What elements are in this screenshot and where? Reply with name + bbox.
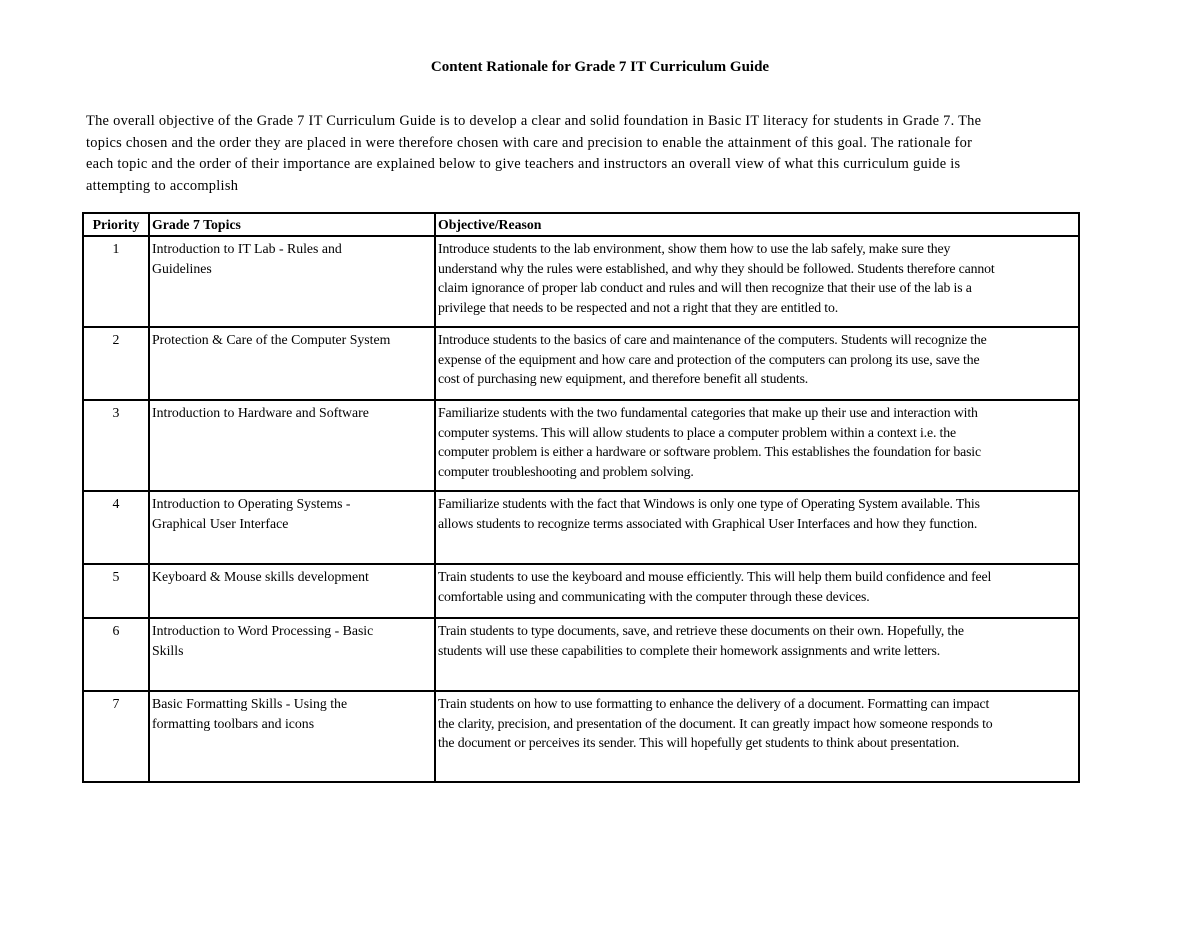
intro-line: The overall objective of the Grade 7 IT Curriculum Guide is to develop a clear and solid foundation in Basic IT literacy for students in Grade 7. The bbox=[86, 113, 982, 129]
intro-line: attempting to accomplish bbox=[86, 178, 239, 194]
topic-line: Introduction to Word Processing - Basic bbox=[152, 623, 374, 638]
table-row bbox=[83, 491, 1079, 564]
objective-line: claim ignorance of proper lab conduct and rules and will then recognize that their use of the lab is a bbox=[438, 280, 972, 295]
objective-line: Train students on how to use formatting to enhance the delivery of a document. Formatting can impact bbox=[438, 696, 990, 711]
objective-line: cost of purchasing new equipment, and therefore benefit all students. bbox=[438, 371, 809, 386]
topic-cell bbox=[149, 400, 435, 491]
objective-line: computer troubleshooting and problem solving. bbox=[438, 463, 694, 479]
topic-line: Basic Formatting Skills - Using the bbox=[152, 696, 348, 711]
intro-line: topics chosen and the order they are placed in were therefore chosen with care and precision to enable the attainment of this goal. The rationale for bbox=[86, 134, 973, 151]
header-topic: Grade 7 Topics bbox=[149, 213, 435, 236]
objective-cell bbox=[435, 327, 1079, 400]
rationale-table bbox=[82, 212, 1080, 783]
objective-line: allows students to recognize terms associated with Graphical User Interfaces and how they function. bbox=[438, 515, 978, 531]
topic-line: Introduction to Operating Systems - bbox=[152, 496, 351, 511]
topic-cell bbox=[149, 564, 435, 618]
objective-line: Introduce students to the lab environment, show them how to use the lab safely, make sure they bbox=[438, 241, 951, 256]
table-row bbox=[83, 236, 1079, 327]
objective-cell bbox=[435, 618, 1079, 691]
header-priority: Priority bbox=[83, 213, 149, 236]
topic-line: formatting toolbars and icons bbox=[152, 715, 315, 731]
objective-line: computer systems. This will allow students to place a computer problem within a context i.e. the bbox=[438, 424, 956, 440]
intro-paragraph bbox=[86, 111, 1086, 194]
topic-cell bbox=[149, 236, 435, 327]
objective-cell bbox=[435, 691, 1079, 782]
topic-line: Graphical User Interface bbox=[152, 515, 289, 531]
page-title: Content Rationale for Grade 7 IT Curriculum Guide bbox=[430, 59, 770, 75]
priority-cell: 5 bbox=[83, 564, 149, 618]
topic-line: Guidelines bbox=[152, 260, 212, 276]
objective-line: Introduce students to the basics of care and maintenance of the computers. Students will recognize the bbox=[438, 332, 987, 347]
topic-cell bbox=[149, 491, 435, 564]
table-row bbox=[83, 564, 1079, 618]
objective-line: privilege that needs to be respected and not a right that they are entitled to. bbox=[438, 299, 838, 315]
topic-line: Introduction to Hardware and Software bbox=[152, 405, 369, 420]
priority-cell: 7 bbox=[83, 691, 149, 782]
priority-cell: 2 bbox=[83, 327, 149, 400]
objective-line: computer problem is either a hardware or software problem. This establishes the foundation for basic bbox=[438, 444, 981, 459]
topic-line: Keyboard & Mouse skills development bbox=[152, 569, 369, 584]
table-header-row bbox=[83, 213, 1079, 236]
objective-line: the document or perceives its sender. This will hopefully get students to think about presentation. bbox=[438, 735, 960, 750]
intro-line: each topic and the order of their importance are explained below to give teachers and instructors an overall view of what this curriculum guide is bbox=[86, 156, 961, 173]
table-row bbox=[83, 618, 1079, 691]
objective-line: Train students to type documents, save, and retrieve these documents on their own. Hopefully, the bbox=[438, 623, 964, 638]
objective-line: comfortable using and communicating with the computer through these devices. bbox=[438, 588, 870, 604]
priority-cell: 6 bbox=[83, 618, 149, 691]
objective-line: students will use these capabilities to complete their homework assignments and write letters. bbox=[438, 642, 941, 658]
objective-line: expense of the equipment and how care and protection of the computers can prolong its use, save the bbox=[438, 351, 980, 367]
objective-cell bbox=[435, 491, 1079, 564]
priority-cell: 1 bbox=[83, 236, 149, 327]
priority-cell: 3 bbox=[83, 400, 149, 491]
topic-cell bbox=[149, 618, 435, 691]
header-objective: Objective/Reason bbox=[435, 213, 1079, 236]
objective-line: understand why the rules were established, and why they should be followed. Students therefore cannot bbox=[438, 260, 995, 276]
table-row bbox=[83, 327, 1079, 400]
topic-cell bbox=[149, 327, 435, 400]
table-row bbox=[83, 691, 1079, 782]
priority-cell: 4 bbox=[83, 491, 149, 564]
objective-cell bbox=[435, 236, 1079, 327]
objective-line: Familiarize students with the fact that Windows is only one type of Operating System available. This bbox=[438, 496, 980, 511]
objective-line: the clarity, precision, and presentation of the document. It can greatly impact how someone responds to bbox=[438, 715, 993, 731]
objective-cell bbox=[435, 400, 1079, 491]
topic-line: Introduction to IT Lab - Rules and bbox=[152, 241, 342, 256]
objective-line: Train students to use the keyboard and mouse efficiently. This will help them build confidence and feel bbox=[438, 569, 992, 584]
topic-line: Skills bbox=[152, 642, 184, 658]
table-row bbox=[83, 400, 1079, 491]
objective-line: Familiarize students with the two fundamental categories that make up their use and interaction with bbox=[438, 405, 978, 420]
objective-cell bbox=[435, 564, 1079, 618]
topic-cell bbox=[149, 691, 435, 782]
topic-line: Protection & Care of the Computer System bbox=[152, 332, 391, 347]
